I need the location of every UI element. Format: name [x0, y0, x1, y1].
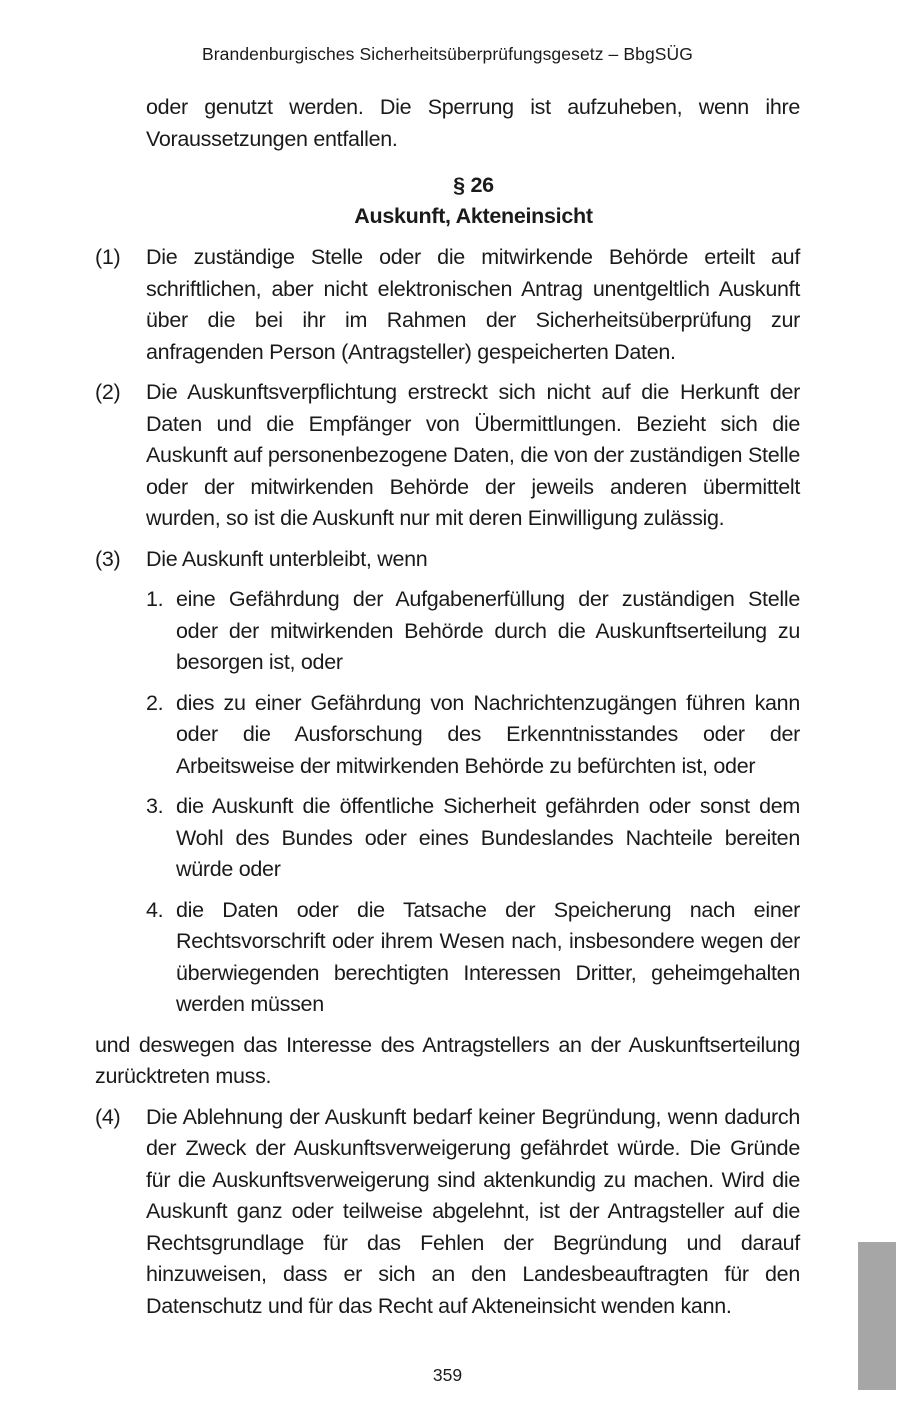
page-body: [95, 92, 800, 1331]
subsection-text: Die zuständige Stelle oder die mitwirkende Behörde erteilt auf schriftlichen, aber nicht elektronischen Antrag unentgeltlich Auskunft über die bei ihr im Rahmen der Sicherheitsüberprüfung zur anfragenden Person (Antragsteller) gespeicherten Daten.: [146, 245, 800, 364]
subsection-text: Die Auskunft unterbleibt, wenn: [146, 546, 428, 571]
subsection-4: [95, 1102, 800, 1323]
subsection-text: Die Ablehnung der Auskunft bedarf keiner Begründung, wenn dadurch der Zweck der Auskunftsverweigerung gefährdet würde. Die Gründe für die Auskunftsverweigerung sind aktenkundig zu machen. Wird die Auskunft ganz oder teilweise abgelehnt, ist der Antragsteller auf die Rechtsgrundlage für das Fehlen der Begründung und darauf hinzuweisen, dass er sich an den Landesbeauftragten für den Datenschutz und für das Recht auf Akteneinsicht wenden kann.: [146, 1104, 800, 1318]
list-item: [146, 688, 800, 783]
subsection-number: (2): [95, 380, 121, 404]
subsection-3-tail: und deswegen das Interesse des Antragstellers an der Auskunftserteilung zurücktreten muss.: [95, 1032, 800, 1088]
list-item-number: 4.: [146, 897, 164, 922]
section-number: § 26: [453, 173, 494, 197]
subsection-1: [95, 242, 800, 368]
running-head: Brandenburgisches Sicherheitsüberprüfungsgesetz – BbgSÜG: [201, 44, 694, 64]
thumb-index-tab: [858, 1242, 896, 1390]
subsection-text: Die Auskunftsverpflichtung erstreckt sich nicht auf die Herkunft der Daten und die Empfänger von Übermittlungen. Bezieht sich die Auskunft auf personenbezogene Daten, die von der zuständigen Stelle oder der mitwirkenden Behörde der jeweils anderen übermittelt wurden, so ist die Auskunft nur mit deren Einwilligung zulässig.: [146, 380, 800, 530]
enumeration-list: [146, 584, 800, 1021]
list-item-number: 2.: [146, 690, 164, 715]
list-item: [146, 895, 800, 1021]
list-item: [146, 791, 800, 886]
subsection-2: [95, 377, 800, 535]
list-item: [146, 584, 800, 679]
subsection-3: [95, 544, 800, 1021]
subsection-number: (4): [95, 1104, 121, 1129]
section-title: Auskunft, Akteneinsicht: [354, 204, 593, 228]
list-item-text: die Auskunft die öffentliche Sicherheit gefährden oder sonst dem Wohl des Bundes oder eines Bundeslandes Nachteile bereiten würde oder: [176, 794, 800, 881]
subsection-number: (1): [95, 245, 121, 269]
list-item-number: 1.: [146, 587, 164, 611]
section-heading: [95, 170, 800, 232]
list-item-text: dies zu einer Gefährdung von Nachrichtenzugängen führen kann oder die Ausforschung des Erkenntnisstandes oder der Arbeitsweise der mitwirkenden Behörde zu befürchten ist, oder: [176, 690, 800, 778]
list-item-number: 3.: [146, 794, 164, 818]
intro-paragraph: oder genutzt werden. Die Sperrung ist aufzuheben, wenn ihre Voraussetzungen entfallen.: [146, 95, 800, 151]
page-number: 359: [432, 1365, 463, 1385]
subsection-number: (3): [95, 546, 121, 571]
list-item-text: eine Gefährdung der Aufgabenerfüllung der zuständigen Stelle oder der mitwirkenden Behörde durch die Auskunftserteilung zu besorgen ist, oder: [176, 587, 800, 674]
list-item-text: die Daten oder die Tatsache der Speicherung nach einer Rechtsvorschrift oder ihrem Wesen nach, insbesondere wegen der überwiegenden berechtigten Interessen Dritter, geheimgehalten werden müssen: [176, 897, 800, 1016]
